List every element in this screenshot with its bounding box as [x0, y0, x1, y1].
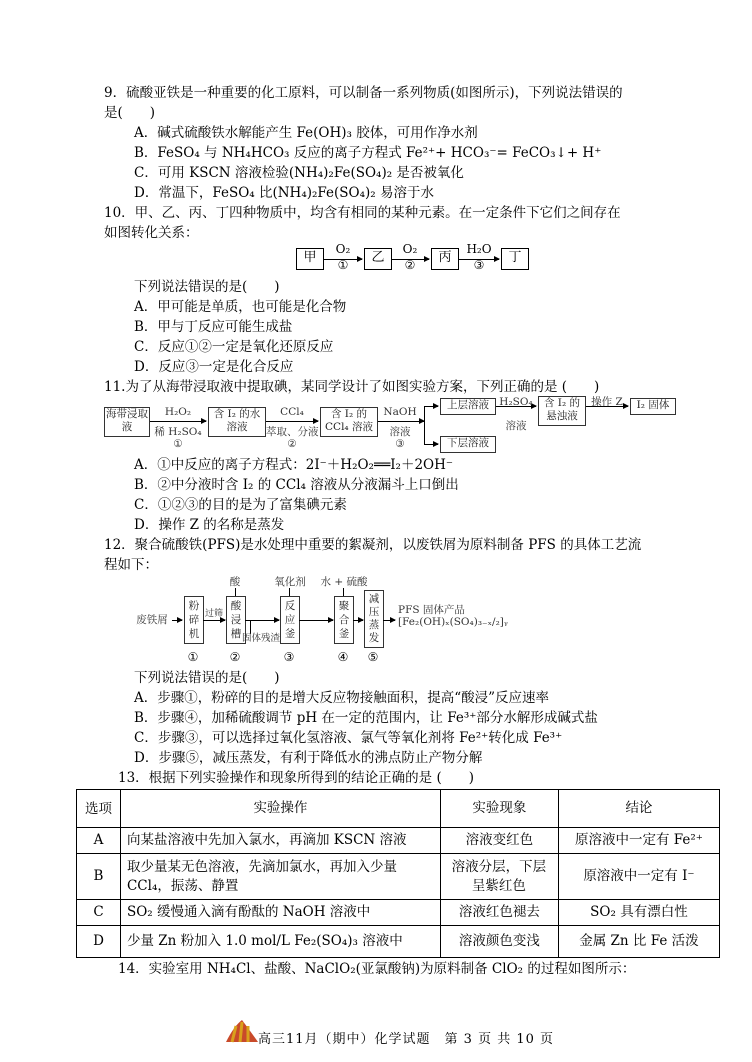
row-b-phenomenon: [440, 854, 558, 900]
q12-stem-line1: 12．聚合硫酸铁(PFS)是水处理中重要的絮凝剂，以废铁屑为原料制备 PFS 的具体工艺流: [104, 537, 642, 553]
row-d-conclusion: 金属 Zn 比 Fe 活泼: [558, 926, 719, 958]
q11-arrow-upper: [424, 406, 438, 407]
q9-option-b: B．FeSO₄ 与 NH₄HCO₃ 反应的离子方程式 Fe²⁺+ HCO₃⁻= FeCO₃↓+ H⁺: [134, 145, 602, 161]
q10-stem-line1: 10．甲、乙、丙、丁四种物质中，均含有相同的某种元素。在一定条件下它们之间存在: [104, 205, 621, 221]
q12-question: 下列说法错误的是( ): [134, 670, 280, 686]
q10-arrow-3-reagent: H₂O: [466, 242, 492, 256]
header-option: [77, 790, 121, 828]
q10-flow-diagram: [296, 242, 536, 280]
q11-box-aqueous-i2: 含 I₂ 的水溶液: [208, 407, 266, 437]
q12-start-scrap: 废铁屑: [136, 614, 168, 626]
header-conclusion: 结论: [558, 790, 719, 828]
q11-flow-diagram: [104, 396, 704, 458]
q9-option-c: C．可用 KSCN 溶液检验(NH₄)₂Fe(SO₄)₂ 是否被氧化: [134, 165, 464, 181]
row-d-operation: 少量 Zn 粉加入 1.0 mol/L Fe₂(SO₄)₃ 溶液中: [120, 926, 440, 958]
q12-box-acid-tank-label: 酸浸槽: [230, 600, 242, 640]
q10-option-c: C．反应①②一定是氧化还原反应: [134, 339, 334, 355]
q9-option-a: A．碱式硫酸铁水解能产生 Fe(OH)₃ 胶体，可用作净水剂: [134, 125, 478, 141]
q11-arrow-3-num: ③: [395, 438, 405, 450]
q12-product-formula: [Fe₂(OH)ₓ(SO₄)₃₋ₓ/₂]ᵧ: [398, 616, 508, 628]
q10-box-bing: 丙: [431, 248, 459, 270]
q11-box-suspension: 含 I₂ 的悬浊液: [538, 396, 586, 426]
q10-box-yi: 乙: [364, 248, 392, 270]
row-c-phenomenon: 溶液红色褪去: [440, 900, 558, 926]
q12-waste-residue: 固体残渣: [241, 633, 280, 644]
q10-arrow-1-reagent: O₂: [335, 242, 351, 256]
q12-box-reactor: [280, 596, 300, 644]
q11-arrow-4-top: H₂SO₄: [499, 396, 533, 408]
q11-arrow-1: [150, 421, 206, 422]
q12-box-crusher: [184, 596, 204, 644]
header-phenomenon: 实验现象: [440, 790, 558, 828]
q11-arrow-2-bottom: 萃取、分液: [266, 426, 319, 438]
q12-arrow-4: [353, 620, 363, 621]
q12-acid-line: [235, 588, 236, 596]
q10-stem-line2: 如图转化关系：: [104, 225, 199, 241]
row-b-conclusion: 原溶液中一定有 I⁻: [558, 854, 719, 900]
q12-step-1: ①: [187, 650, 199, 664]
q11-arrow-3: [378, 421, 424, 422]
header-option-text: 选项: [84, 800, 112, 817]
q11-box-upper-layer: 上层溶液: [440, 398, 496, 415]
q11-arrow-4-bottom: 溶液: [505, 420, 527, 432]
row-c-operation: SO₂ 缓慢通入滴有酚酞的 NaOH 溶液中: [120, 900, 440, 926]
q10-box-ding: 丁: [501, 248, 529, 270]
table-row: [77, 926, 720, 958]
q12-step-3: ③: [283, 650, 295, 664]
q11-box-i2-solid: I₂ 固体: [630, 398, 676, 415]
row-a-operation: 向某盐溶液中先加入氯水，再滴加 KSCN 溶液: [120, 828, 440, 854]
q12-option-c: C．步骤③，可以选择过氧化氢溶液、氯气等氧化剂将 Fe²⁺转化成 Fe³⁺: [134, 730, 563, 746]
q12-arrow-1-label: 过筛: [204, 609, 223, 619]
q11-arrow-2-top: CCl₄: [280, 406, 304, 418]
q10-arrow-1-num: ①: [337, 258, 349, 272]
q11-option-c: C．①②③的目的是为了富集碘元素: [134, 497, 347, 513]
q12-top-acid: 酸: [229, 576, 241, 588]
q12-box-reactor-label: 反应釜: [284, 600, 296, 640]
q10-option-a: A．甲可能是单质，也可能是化合物: [134, 299, 347, 315]
q12-box-evaporator-label: 减压蒸发: [368, 593, 380, 644]
q11-option-a: A．①中反应的离子方程式：2I⁻＋H₂O₂══I₂＋2OH⁻: [134, 457, 454, 473]
q12-option-a: A．步骤①，粉碎的目的是增大反应物接触面积，提高“酸浸”反应速率: [134, 690, 550, 706]
q11-box-kelp-extract: 海带浸取液: [104, 407, 150, 437]
q11-arrow-3-mid: 溶液: [389, 426, 411, 438]
q11-arrow-1-bottom: 稀 H₂SO₄: [154, 426, 202, 438]
row-b-operation-text: 取少量某无色溶液，先滴加氯水，再加入少量CCl₄，振荡、静置: [126, 858, 397, 894]
q11-branch-line: [424, 406, 425, 444]
q12-arrow-3: [299, 620, 333, 621]
q12-box-evaporator: [364, 590, 384, 648]
page-footer: 高三11月（期中）化学试题 第 3 页 共 10 页: [258, 1032, 555, 1047]
table-row: [77, 900, 720, 926]
q12-box-polymerizer-label: 聚合釜: [338, 600, 350, 640]
header-operation: 实验操作: [120, 790, 440, 828]
school-logo-icon: [222, 1016, 262, 1046]
q10-option-b: B．甲与丁反应可能生成盐: [134, 319, 293, 335]
table-row: [77, 828, 720, 854]
q12-process-flow: [130, 574, 590, 668]
q10-question: 下列说法错误的是( ): [134, 279, 280, 295]
q11-stem: 11.为了从海带浸取液中提取碘，某同学设计了如图实验方案，下列正确的是 ( ): [104, 379, 600, 395]
q10-arrow-2-num: ②: [404, 258, 416, 272]
row-d-phenomenon: 溶液颜色变浅: [440, 926, 558, 958]
q11-option-d: D．操作 Z 的名称是蒸发: [134, 517, 285, 533]
q11-arrow-3-top: NaOH: [383, 406, 417, 418]
q12-water-line: [343, 588, 344, 596]
q12-stem-line2: 程如下：: [104, 557, 158, 573]
q11-arrow-5-top: 操作 Z: [591, 396, 623, 408]
q12-step-2: ②: [229, 650, 241, 664]
q10-option-d: D．反应③一定是化合反应: [134, 359, 294, 375]
table-row: [77, 854, 720, 900]
q11-arrow-1-num: ①: [173, 438, 183, 450]
q12-arrow-1: [203, 620, 225, 621]
q10-arrow-2-reagent: O₂: [402, 242, 418, 256]
q11-box-ccl4-i2: 含 I₂ 的CCl₄ 溶液: [320, 407, 378, 437]
q11-box-lower-layer: 下层溶液: [440, 436, 496, 453]
q14-stem: 14．实验室用 NH₄Cl、盐酸、NaClO₂(亚氯酸钠)为原料制备 ClO₂ 的过程如图所示：: [118, 961, 636, 977]
q12-top-oxidant: 氧化剂: [274, 576, 306, 588]
q12-step-4: ④: [337, 650, 349, 664]
row-b-operation: [120, 854, 440, 900]
row-c-conclusion: SO₂ 具有漂白性: [558, 900, 719, 926]
q9-option-d: D．常温下，FeSO₄ 比(NH₄)₂Fe(SO₄)₂ 易溶于水: [134, 185, 434, 201]
q10-arrow-3-num: ③: [473, 258, 485, 272]
q12-product-name: PFS 固体产品: [398, 604, 465, 616]
row-b-option: B: [77, 854, 121, 900]
q13-stem: 13．根据下列实验操作和现象所得到的结论正确的是 ( ): [118, 770, 475, 786]
q11-option-b: B．②中分液时含 I₂ 的 CCl₄ 溶液从分液漏斗上口倒出: [134, 477, 459, 493]
table-header-row: [77, 790, 720, 828]
q10-box-jia: 甲: [296, 248, 324, 270]
row-a-phenomenon: 溶液变红色: [440, 828, 558, 854]
q11-arrow-2-num: ②: [287, 438, 297, 450]
q12-option-b: B．步骤④，加稀硫酸调节 pH 在一定的范围内，让 Fe³⁺部分水解形成碱式盐: [134, 710, 598, 726]
q13-table: [76, 789, 720, 958]
row-a-option: A: [77, 828, 121, 854]
q12-top-water-acid: 水 + 硫酸: [320, 576, 368, 588]
row-b-phenomenon-text: 溶液分层，下层呈紫红色: [451, 858, 547, 894]
q12-option-d: D．步骤⑤，减压蒸发，有利于降低水的沸点防止产物分解: [134, 750, 483, 766]
row-d-option: D: [77, 926, 121, 958]
q9-stem-line2: 是( ): [104, 105, 156, 121]
q9-stem-line1: 9．硫酸亚铁是一种重要的化工原料，可以制备一系列物质(如图所示)，下列说法错误的: [104, 85, 623, 101]
q12-step-5: ⑤: [367, 650, 379, 664]
q12-arrow-0: [172, 620, 182, 621]
row-a-conclusion: 原溶液中一定有 Fe²⁺: [558, 828, 719, 854]
q11-arrow-lower: [424, 444, 438, 445]
q11-arrow-2: [266, 421, 318, 422]
q11-arrow-1-top: H₂O₂: [164, 406, 192, 418]
row-c-option: C: [77, 900, 121, 926]
q12-oxidant-line: [289, 588, 290, 596]
q12-arrow-5: [383, 620, 395, 621]
q12-box-crusher-label: 粉碎机: [188, 600, 200, 640]
q12-box-polymerizer: [334, 596, 354, 644]
